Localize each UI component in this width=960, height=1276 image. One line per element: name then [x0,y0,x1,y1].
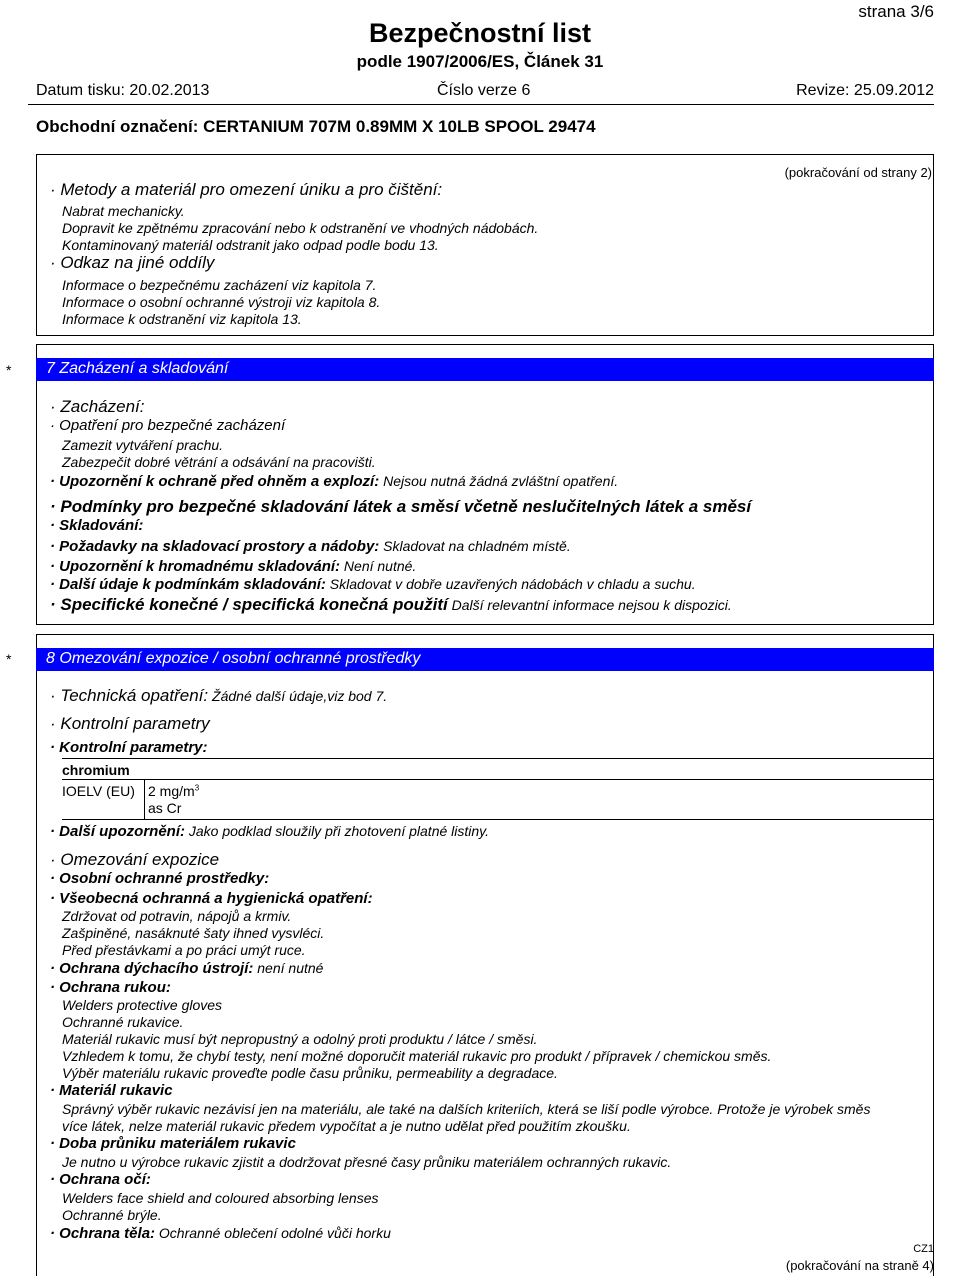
joint-storage-label: · Upozornění k hromadnému skladování: [50,558,341,575]
substance-name: chromium [62,762,130,778]
technical-measures-label: · Technická opatření: [50,686,209,705]
fire-value: Nejsou nutná žádná zvláštní opatření. [379,473,619,489]
version-number: Číslo verze 6 [437,82,531,99]
requirements-value: Skladovat na chladném místě. [379,538,571,554]
document-subtitle: podle 1907/2006/ES, Článek 31 [356,52,604,71]
hygiene-line: Zašpiněné, nasáknuté šaty ihned vysvléci. [62,925,325,941]
trade-name: Obchodní označení: CERTANIUM 707M 0.89MM X 10LB SPOOL 29474 [36,117,596,136]
hand-protection-line: Výběr materiálu rukavic proveďte podle času průniku, permeability a degradace. [62,1065,558,1081]
body-protection-value: Ochranné oblečení odolné vůči horku [155,1225,391,1241]
hygiene-line: Zdržovat od potravin, nápojů a krmiv. [62,908,292,924]
penetration-time-heading: · Doba průniku materiálem rukavic [50,1135,296,1152]
document-title: Bezpečnostní list [368,18,592,48]
requirements-label: · Požadavky na skladovací prostory a nádoby: [50,538,380,555]
control-parameters-label: · Kontrolní parametry: [50,739,208,756]
methods-line: Kontaminovaný materiál odstranit jako odpad podle bodu 13. [62,237,439,253]
table-top-rule [62,758,934,759]
penetration-time-line: Je nutno u výrobce rukavic zjistit a dodržovat přesné časy průniku materiálem ochranných rukavic. [62,1154,672,1170]
measures-line: Zabezpečit dobré větrání a odsávání na pracovišti. [62,454,376,470]
table-bottom-rule [62,819,934,820]
reference-line: Informace k odstranění viz kapitola 13. [62,311,302,327]
hand-protection-line: Ochranné rukavice. [62,1014,184,1030]
specific-use-label: · Specifické konečné / specifická konečná použití [50,595,448,614]
eye-protection-heading: · Ochrana očí: [50,1171,151,1188]
section8-title: 8 Omezování expozice / osobní ochranné prostředky [46,650,421,667]
reference-line: Informace o bezpečnému zacházení viz kapitola 7. [62,277,377,293]
respiratory-value: není nutné [253,960,324,976]
hand-protection-line: Welders protective gloves [62,997,223,1013]
fire-label: · Upozornění k ochraně před ohněm a explozí: [50,473,380,490]
handling-heading: · Zacházení: [50,397,145,416]
further-storage-value: Skladovat v dobře uzavřených nádobách v chladu a suchu. [325,576,696,592]
glove-material-heading: · Materiál rukavic [50,1082,173,1099]
revision-star: * [6,651,12,667]
revision-date: Revize: 25.09.2012 [796,82,934,99]
ppe-heading: · Osobní ochranné prostředky: [50,870,270,887]
limit-type: IOELV (EU) [62,783,135,799]
measures-heading: · Opatření pro bezpečné zacházení [50,417,286,434]
hygiene-line: Před přestávkami a po práci umýt ruce. [62,942,306,958]
specific-use-value: Další relevantní informace nejsou k dispozici. [447,597,732,613]
further-storage-label: · Další údaje k podmínkám skladování: [50,576,326,593]
body-protection-label: · Ochrana těla: [50,1225,156,1242]
print-date: Datum tisku: 20.02.2013 [36,82,210,99]
glove-material-line: více látek, nelze materiál rukavic předem vypočítat a je nutno udělat před použitím zkoušku. [62,1118,631,1134]
storage-conditions-heading: · Podmínky pro bezpečné skladování látek a směsí včetně neslučitelných látek a směsí [50,497,752,516]
reference-line: Informace o osobní ochranné výstroji viz kapitola 8. [62,294,381,310]
technical-measures-value: Žádné další údaje,viz bod 7. [208,688,388,704]
control-parameters-heading: · Kontrolní parametry [50,714,210,733]
revision-star: * [6,362,12,378]
notes-label: · Další upozornění: [50,823,185,840]
notes-value: Jako podklad sloužily při zhotovení platné listiny. [185,823,490,839]
limit-unit-superscript: 3 [194,783,200,793]
hygiene-heading: · Všeobecná ochranná a hygienická opatření: [50,890,373,907]
hand-protection-line: Materiál rukavic musí být nepropustný a odolný proti produktu / látce / směsi. [62,1031,538,1047]
methods-line: Nabrat mechanicky. [62,203,185,219]
hand-protection-line: Vzhledem k tomu, že chybí testy, není možné doporučit materiál rukavic pro produkt / přípravek / chemickou směs. [62,1048,772,1064]
table-mid-rule [62,779,934,780]
exposure-heading: · Omezování expozice [50,850,220,869]
methods-line: Dopravit ke zpětnému zpracování nebo k odstranění ve vhodných nádobách. [62,220,539,236]
methods-heading: · Metody a materiál pro omezení úniku a pro čištění: [50,180,443,199]
limit-basis: as Cr [148,800,182,816]
continued-from: (pokračování od strany 2) [784,165,932,180]
reference-heading: · Odkaz na jiné oddíly [50,253,215,272]
measures-line: Zamezit vytváření prachu. [62,437,224,453]
table-column-rule [144,779,145,820]
header-divider [28,104,934,105]
eye-protection-line: Ochranné brýle. [62,1207,162,1223]
limit-value: 2 mg/m [148,783,195,799]
joint-storage-value: Není nutné. [340,558,417,574]
eye-protection-line: Welders face shield and coloured absorbing lenses [62,1190,379,1206]
storage-heading: · Skladování: [50,517,144,534]
page-number: strana 3/6 [858,2,934,21]
continued-to: (pokračování na straně 4) [785,1258,934,1273]
section7-title: 7 Zacházení a skladování [46,360,229,377]
glove-material-line: Správný výběr rukavic nezávisí jen na materiálu, ale také na dalších kriteriích, která se liší podle výrobce. Protože je výrobek směs [62,1101,871,1117]
respiratory-label: · Ochrana dýchacího ústrojí: [50,960,254,977]
hand-protection-heading: · Ochrana rukou: [50,979,171,996]
country-code: CZ1 [913,1243,934,1255]
